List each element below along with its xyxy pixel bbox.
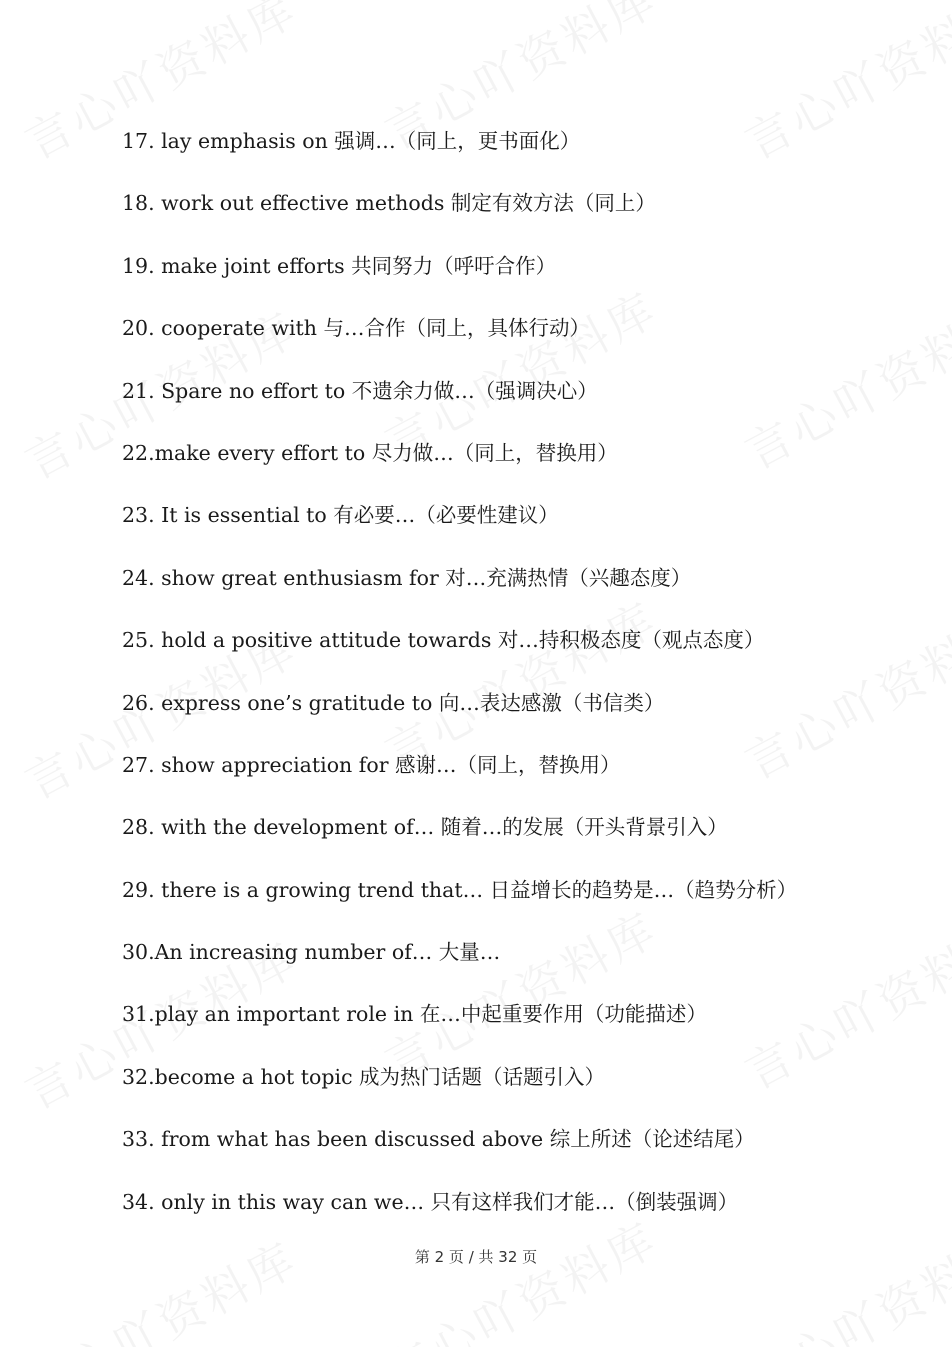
list-item: 20. cooperate with 与…合作（同上，具体行动） [122,316,591,341]
list-item: 23. It is essential to 有必要…（必要性建议） [122,503,559,528]
phrase-list [122,118,922,1241]
list-item: 31.play an important role in 在…中起重要作用（功能描述） [122,1002,707,1027]
list-item: 24. show great enthusiasm for 对…充满热情（兴趣态度） [122,565,692,590]
list-item: 28. with the development of… 随着…的发展（开头背景引入） [122,815,728,840]
list-item: 27. show appreciation for 感谢…（同上，替换用） [122,752,621,777]
list-item: 26. express one’s gratitude to 向…表达感激（书信类） [122,690,665,715]
list-item: 19. make joint efforts 共同努力（呼吁合作） [122,253,557,278]
list-item: 17. lay emphasis on 强调…（同上，更书面化） [122,129,581,153]
list-item: 21. Spare no effort to 不遗余力做…（强调决心） [122,378,598,403]
list-item: 32.become a hot topic 成为热门话题（话题引入） [122,1064,606,1089]
list-item: 18. work out effective methods 制定有效方法（同上） [122,191,656,216]
list-item: 25. hold a positive attitude towards 对…持积极态度（观点态度） [122,628,765,653]
list-item: 34. only in this way can we… 只有这样我们才能…（倒装强调） [122,1189,739,1214]
page-number-footer: 第 2 页 / 共 32 页 [414,1248,538,1266]
list-item: 22.make every effort to 尽力做…（同上，替换用） [122,440,618,465]
list-item: 33. from what has been discussed above 综上所述（论述结尾） [122,1127,755,1152]
list-item: 29. there is a growing trend that… 日益增长的趋势是…（趋势分析） [122,877,798,902]
watermark [12,1223,308,1347]
list-item: 30.An increasing number of… 大量… [122,940,501,965]
